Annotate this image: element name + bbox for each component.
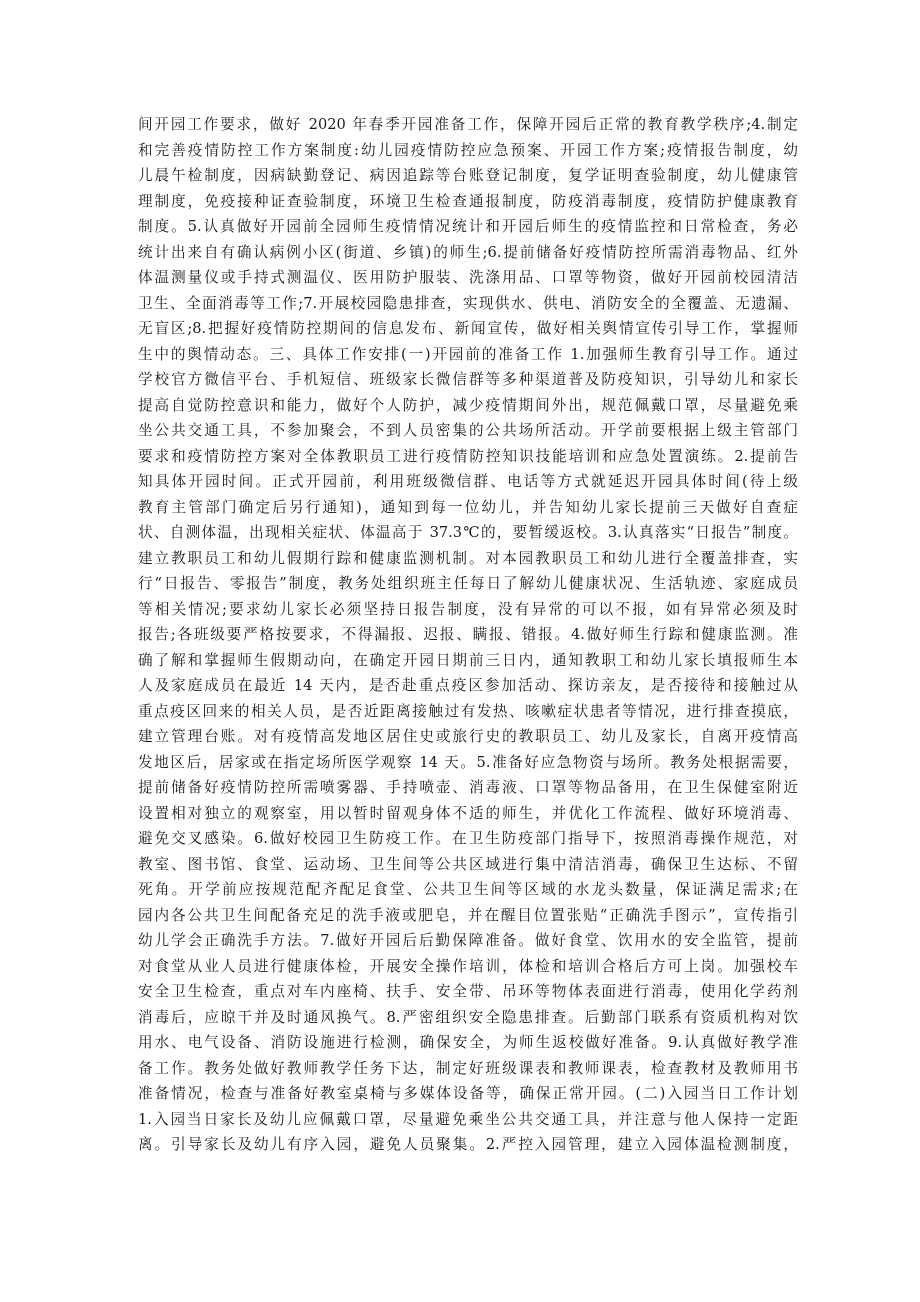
text-line: 建立管理台账。对有疫情高发地区居住史或旅行史的教职员工、幼儿及家长，自离开疫情高 xyxy=(138,728,798,745)
text-line: 重点疫区回来的相关人员，是否近距离接触过有发热、咳嗽症状患者等情况，进行排查摸底， xyxy=(138,702,798,720)
text-line: 统计出来自有确认病例小区(街道、乡镇)的师生;6.提前储备好疫情防控所需消毒物品、红外 xyxy=(138,243,798,261)
text-line: 备工作。教务处做好教师教学任务下达，制定好班级课表和教师课表，检查教材及教师用书 xyxy=(138,1059,798,1077)
text-line: 卫生、全面消毒等工作;7.开展校园隐患排查，实现供水、供电、消防安全的全覆盖、无遗漏、 xyxy=(138,294,798,312)
text-line: 制度。5.认真做好开园前全园师生疫情情况统计和开园后师生的疫情监控和日常检查，务必 xyxy=(138,218,798,235)
text-line: 人及家庭成员在最近 14 天内，是否赴重点疫区参加活动、探访亲友，是否接待和接触过从 xyxy=(138,677,798,694)
text-line: 无盲区;8.把握好疫情防控期间的信息发布、新闻宣传，做好相关舆情宣传引导工作，掌握师 xyxy=(138,320,798,337)
text-line: 间开园工作要求，做好 2020 年春季开园准备工作，保障开园后正常的教育教学秩序;4.制定 xyxy=(138,116,798,133)
text-line: 离。引导家长及幼儿有序入园，避免人员聚集。2.严控入园管理，建立入园体温检测制度， xyxy=(138,1136,798,1153)
text-line: 要求和疫情防控方案对全体教职员工进行疫情防控知识技能培训和应急处置演练。2.提前告 xyxy=(138,447,798,465)
text-line: 提前储备好疫情防控所需喷雾器、手持喷壶、消毒液、口罩等物品备用，在卫生保健室附近 xyxy=(138,779,798,796)
text-line: 确了解和掌握师生假期动向，在确定开园日期前三日内，通知教职工和幼儿家长填报师生本 xyxy=(138,651,798,669)
text-line: 用水、电气设备、消防设施进行检测，确保安全，为师生返校做好准备。9.认真做好教学准 xyxy=(138,1034,798,1051)
text-line: 准备情况，检查与准备好教室桌椅与多媒体设备等，确保正常开园。(二)入园当日工作计划 xyxy=(138,1085,798,1102)
text-line: 消毒后，应晾干并及时通风换气。8.严密组织安全隐患排查。后勤部门联系有资质机构对饮 xyxy=(138,1008,798,1026)
body-text xyxy=(138,112,798,1158)
text-line: 死角。开学前应按规范配齐配足食堂、公共卫生间等区域的水龙头数量，保证满足需求;在 xyxy=(138,881,798,898)
text-line: 提高自觉防控意识和能力，做好个人防护，减少疫情期间外出，规范佩戴口罩，尽量避免乘 xyxy=(138,396,798,414)
text-line: 理制度，免疫接种证查验制度，环境卫生检查通报制度，防疫消毒制度，疫情防护健康教育 xyxy=(138,192,798,210)
text-line: 建立教职员工和幼儿假期行踪和健康监测机制。对本园教职员工和幼儿进行全覆盖排查，实 xyxy=(138,549,798,567)
text-line: 对食堂从业人员进行健康体检，开展安全操作培训，体检和培训合格后方可上岗。加强校车 xyxy=(138,957,798,975)
text-line: 设置相对独立的观察室，用以暂时留观身体不适的师生，并优化工作流程、做好环境消毒、 xyxy=(138,804,798,822)
text-line: 状、自测体温，出现相关症状、体温高于 37.3℃的，要暂缓返校。3.认真落实“日报告”制度。 xyxy=(138,524,798,541)
text-line: 幼儿学会正确洗手方法。7.做好开园后后勤保障准备。做好食堂、饮用水的安全监管，提前 xyxy=(138,932,798,949)
text-line: 发地区后，居家或在指定场所医学观察 14 天。5.准备好应急物资与场所。教务处根据需要， xyxy=(138,753,798,771)
text-line: 行“日报告、零报告”制度，教务处组织班主任每日了解幼儿健康状况、生活轨迹、家庭成员 xyxy=(138,575,798,592)
text-line: 儿晨午检制度，因病缺勤登记、病因追踪等台账登记制度，复学证明查验制度，幼儿健康管 xyxy=(138,167,798,184)
text-line: 1.入园当日家长及幼儿应佩戴口罩，尽量避免乘坐公共交通工具，并注意与他人保持一定距 xyxy=(138,1110,798,1128)
text-line: 避免交叉感染。6.做好校园卫生防疫工作。在卫生防疫部门指导下，按照消毒操作规范，对 xyxy=(138,830,798,847)
text-line: 报告;各班级要严格按要求，不得漏报、迟报、瞒报、错报。4.做好师生行踪和健康监测。准 xyxy=(138,626,798,643)
text-line: 生中的舆情动态。三、具体工作安排(一)开园前的准备工作 1.加强师生教育引导工作。通过 xyxy=(138,345,798,363)
text-line: 体温测量仪或手持式测温仪、医用防护服装、洗涤用品、口罩等物资，做好开园前校园清洁 xyxy=(138,269,798,286)
text-line: 和完善疫情防控工作方案制度:幼儿园疫情防控应急预案、开园工作方案;疫情报告制度，幼 xyxy=(138,141,798,159)
text-line: 安全卫生检查，重点对车内座椅、扶手、安全带、吊环等物体表面进行消毒，使用化学药剂 xyxy=(138,983,798,1000)
text-line: 园内各公共卫生间配备充足的洗手液或肥皂，并在醒目位置张贴“正确洗手图示”，宣传指引 xyxy=(138,906,798,924)
text-line: 教室、图书馆、食堂、运动场、卫生间等公共区域进行集中清洁消毒，确保卫生达标、不留 xyxy=(138,855,798,873)
text-line: 等相关情况;要求幼儿家长必须坚持日报告制度，没有异常的可以不报，如有异常必须及时 xyxy=(138,600,798,618)
text-line: 教育主管部门确定后另行通知)，通知到每一位幼儿，并告知幼儿家长提前三天做好自查症 xyxy=(138,498,798,516)
text-line: 知具体开园时间。正式开园前，利用班级微信群、电话等方式就延迟开园具体时间(待上级 xyxy=(138,473,798,490)
text-line: 学校官方微信平台、手机短信、班级家长微信群等多种渠道普及防疫知识，引导幼儿和家长 xyxy=(138,371,798,388)
text-line: 坐公共交通工具，不参加聚会，不到人员密集的公共场所活动。开学前要根据上级主管部门 xyxy=(138,422,798,439)
